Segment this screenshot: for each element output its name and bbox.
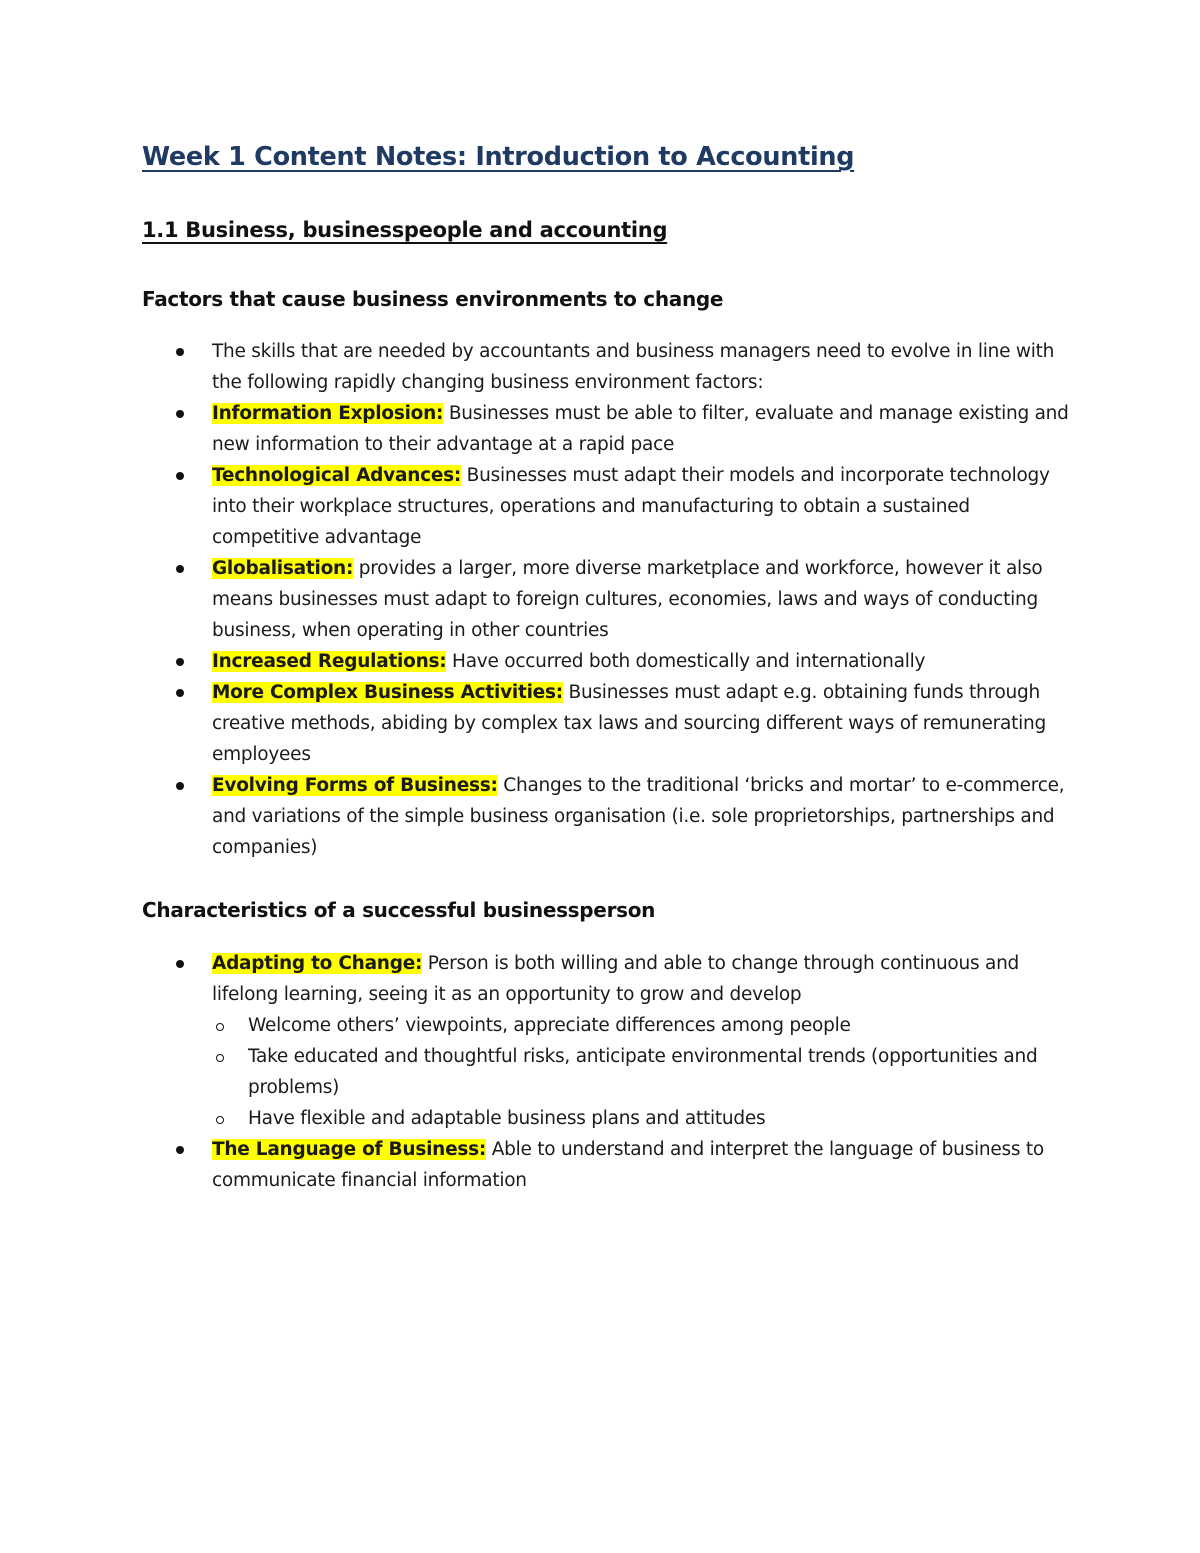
bullet-icon: [176, 410, 184, 418]
list-item: [142, 770, 1072, 863]
sub-item-text: Have flexible and adaptable business plans and attitudes: [248, 1108, 766, 1129]
sub-list-item: [212, 1103, 1072, 1134]
item-text: Person is both willing and able to change through continuous and lifelong learning, seeing it as an opportunity to grow and develop: [212, 953, 1020, 1005]
item-text: Able to understand and interpret the language of business to communicate financial information: [212, 1139, 1045, 1191]
characteristics-heading: Characteristics of a successful businessperson: [142, 898, 656, 922]
sub-item-text: Welcome others’ viewpoints, appreciate differences among people: [248, 1015, 851, 1036]
list-item: [142, 460, 1072, 553]
list-item: [142, 336, 1072, 398]
highlighted-term: Evolving Forms of Business:: [212, 775, 498, 796]
sub-list-item: [212, 1041, 1072, 1103]
list-item: [142, 677, 1072, 770]
highlighted-term: More Complex Business Activities:: [212, 682, 563, 703]
item-text: Businesses must adapt e.g. obtaining funds through creative methods, abiding by complex tax laws and sourcing different ways of remunerating employees: [212, 682, 1046, 765]
highlighted-term: Adapting to Change:: [212, 953, 423, 974]
factors-heading: Factors that cause business environments to change: [142, 287, 724, 311]
highlighted-term: Globalisation:: [212, 558, 354, 579]
bullet-icon: [176, 782, 184, 790]
hollow-bullet-icon: [216, 1054, 224, 1062]
highlighted-term: Information Explosion:: [212, 403, 444, 424]
hollow-bullet-icon: [216, 1116, 224, 1124]
item-text: provides a larger, more diverse marketplace and workforce, however it also means businesses must adapt to foreign cultures, economies, laws and ways of conducting business, when operating in other countries: [212, 558, 1043, 641]
list-item: [142, 398, 1072, 460]
bullet-icon: [176, 472, 184, 480]
list-item: [142, 948, 1072, 1134]
characteristics-list: [142, 948, 1072, 1196]
bullet-icon: [176, 348, 184, 356]
highlighted-term: Technological Advances:: [212, 465, 462, 486]
list-item: [142, 553, 1072, 646]
list-item: [142, 1134, 1072, 1196]
factors-list: [142, 336, 1072, 863]
document-title: Week 1 Content Notes: Introduction to Accounting: [142, 142, 855, 172]
sub-list: [212, 1010, 1072, 1134]
highlighted-term: Increased Regulations:: [212, 651, 447, 672]
sub-item-text: Take educated and thoughtful risks, anticipate environmental trends (opportunities and problems): [248, 1046, 1038, 1098]
hollow-bullet-icon: [216, 1023, 224, 1031]
highlighted-term: The Language of Business:: [212, 1139, 487, 1160]
bullet-icon: [176, 565, 184, 573]
bullet-icon: [176, 658, 184, 666]
list-item: [142, 646, 1072, 677]
item-text: Businesses must adapt their models and incorporate technology into their workplace structures, operations and manufacturing to obtain a sustained competitive advantage: [212, 465, 1050, 548]
item-text: Have occurred both domestically and internationally: [446, 651, 926, 672]
sub-list-item: [212, 1010, 1072, 1041]
item-text: Businesses must be able to filter, evaluate and manage existing and new information to their advantage at a rapid pace: [212, 403, 1069, 455]
section-heading: 1.1 Business, businesspeople and accounting: [142, 218, 668, 242]
item-text: Changes to the traditional ‘bricks and mortar’ to e-commerce, and variations of the simple business organisation (i.e. sole proprietorships, partnerships and companies): [212, 775, 1065, 858]
bullet-icon: [176, 1146, 184, 1154]
bullet-icon: [176, 960, 184, 968]
factors-intro: The skills that are needed by accountants and business managers need to evolve in line with the following rapidly changing business environment factors:: [212, 341, 1055, 393]
bullet-icon: [176, 689, 184, 697]
